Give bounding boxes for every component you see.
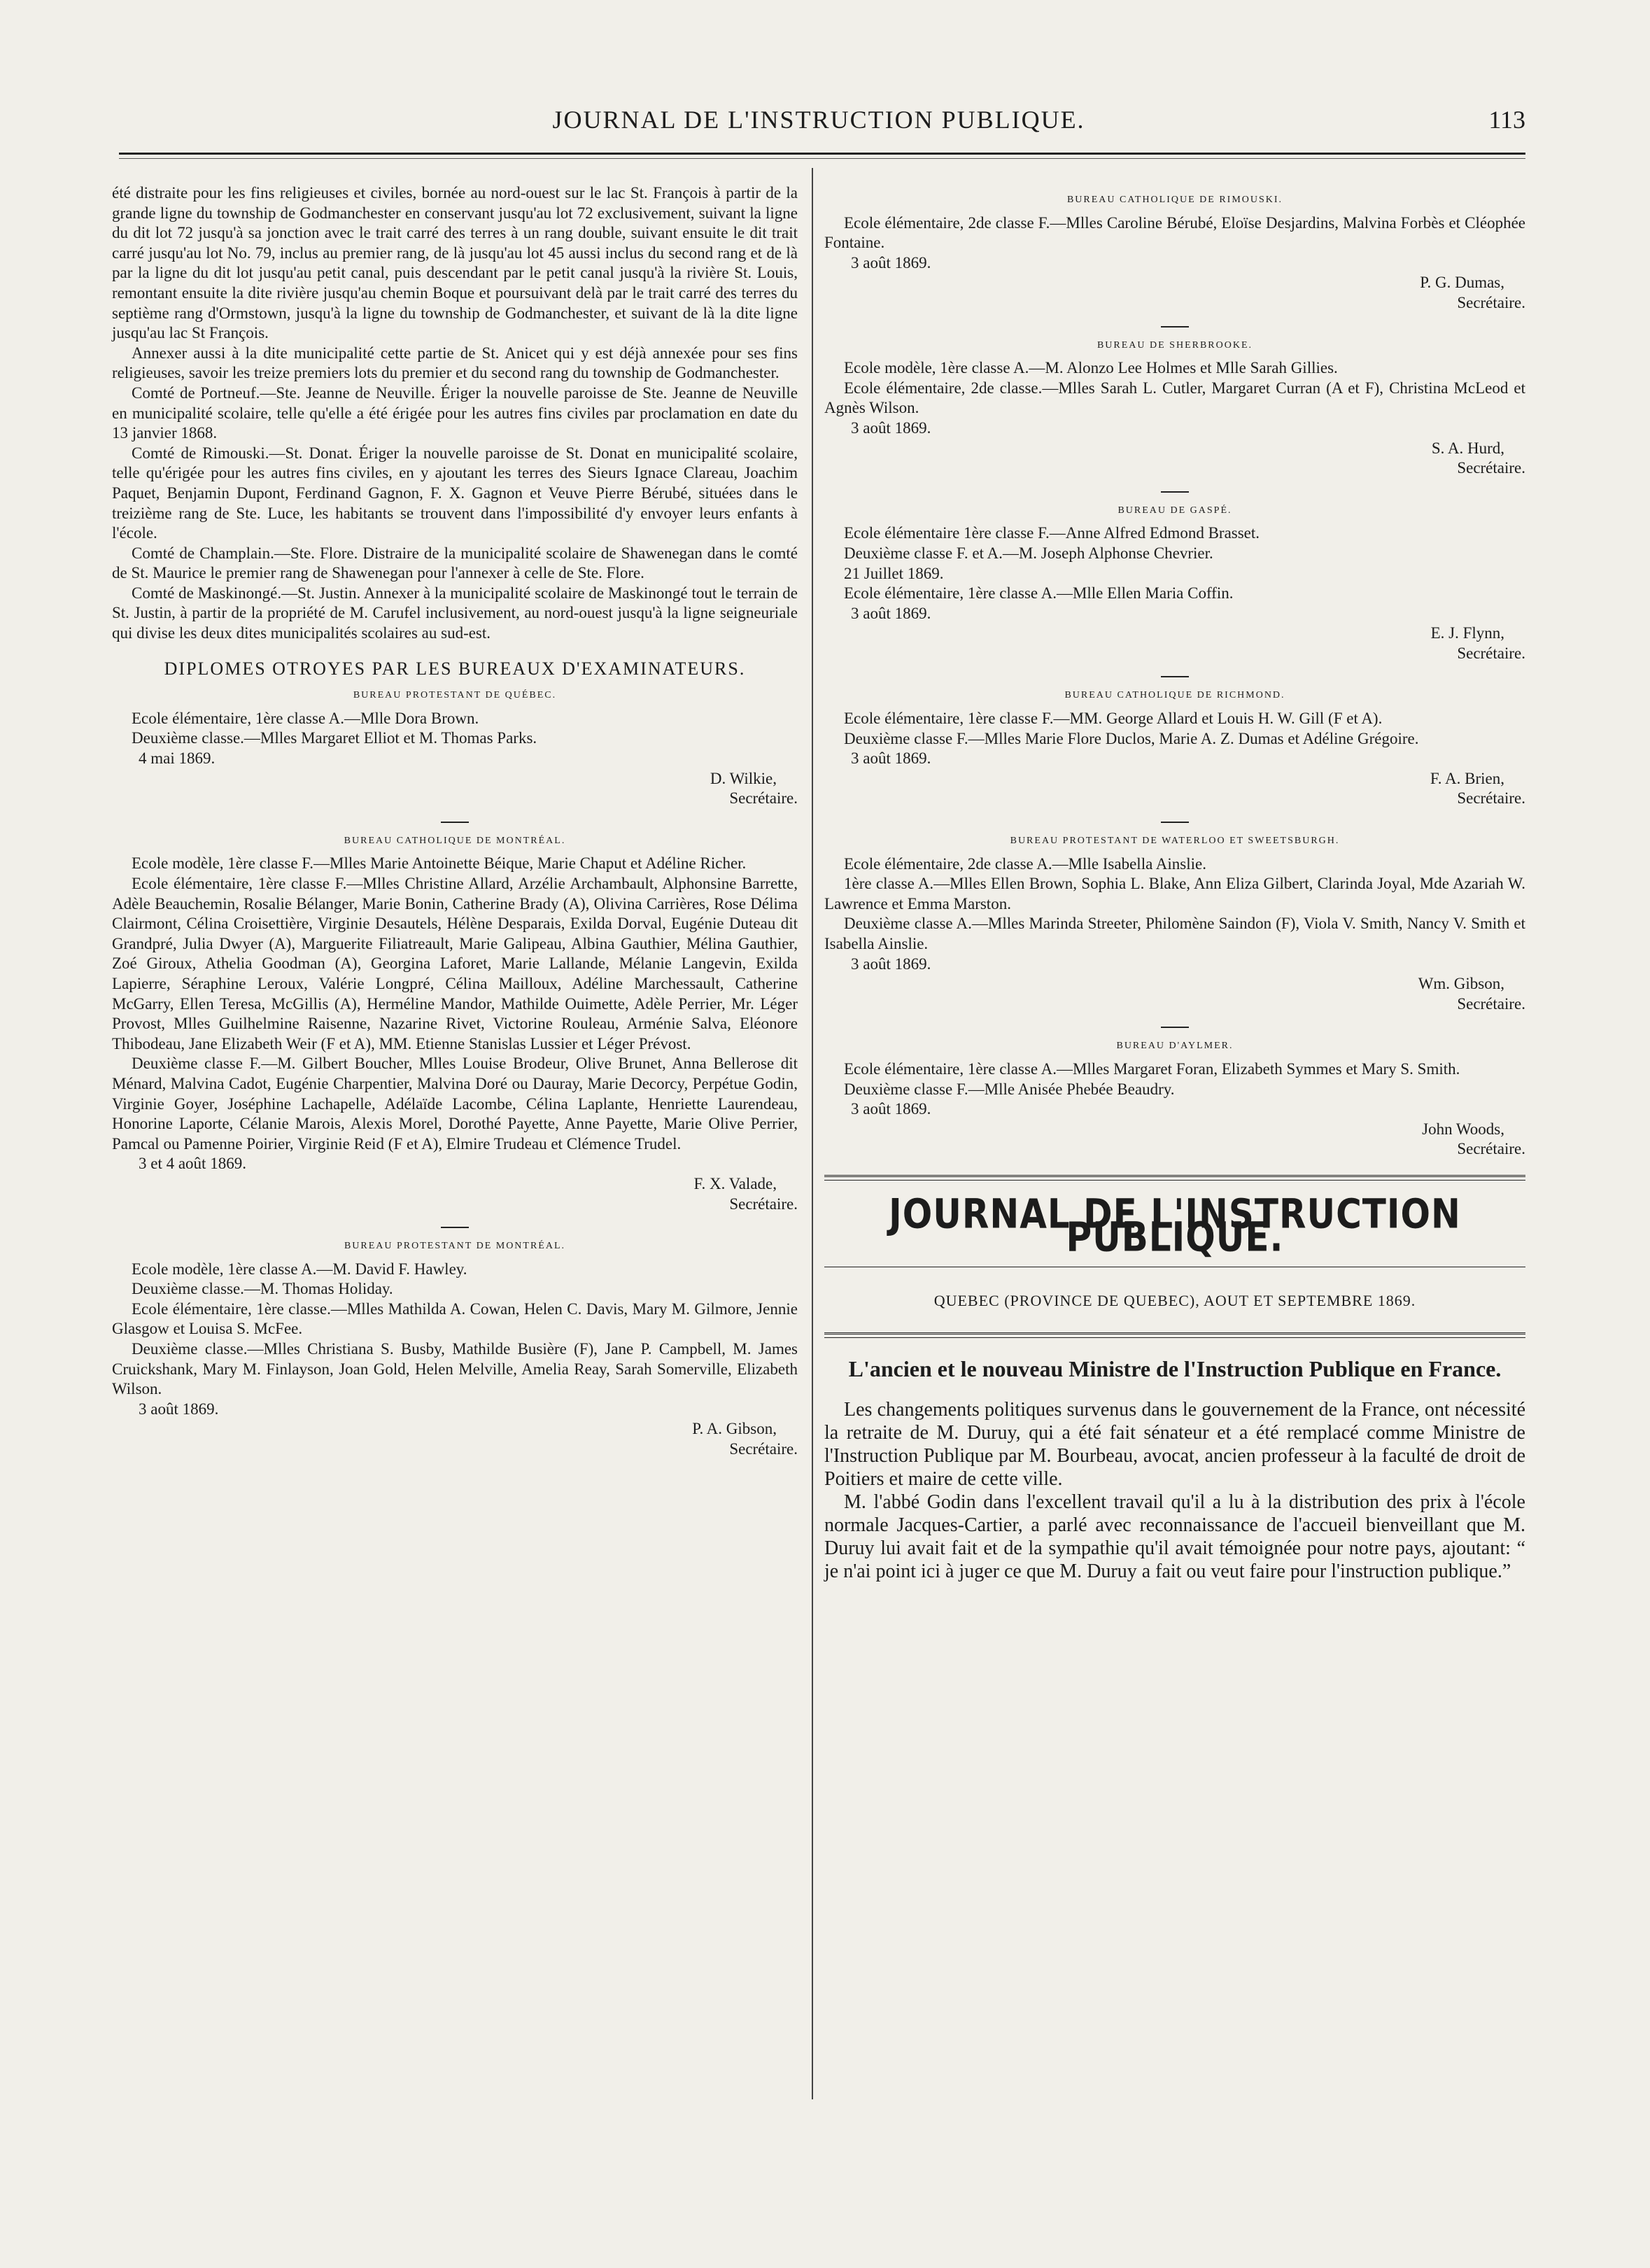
masthead-title: JOURNAL DE L'INSTRUCTION PUBLIQUE.: [889, 1190, 1461, 1260]
signer-name: F. A. Brien,: [1430, 769, 1504, 787]
entry-date: 3 août 1869.: [851, 749, 931, 768]
signer-title: Secrétaire.: [1457, 293, 1525, 311]
bureau-heading: BUREAU CATHOLIQUE DE RICHMOND.: [1064, 690, 1285, 701]
diploma-entry: Ecole modèle, 1ère classe F.—Mlles Marie Antoinette Béique, Marie Chaput et Adéline Richer.: [132, 854, 747, 873]
diploma-entry: Ecole élémentaire, 2de classe A.—Mlle Isabella Ainslie.: [844, 854, 1206, 873]
running-title: JOURNAL DE L'INSTRUCTION PUBLIQUE.: [552, 106, 1085, 134]
bureau-heading: BUREAU CATHOLIQUE DE RIMOUSKI.: [1066, 195, 1283, 205]
paragraph: Comté de Maskinongé.—St. Justin. Annexer à la municipalité scolaire de Maskinongé tout le terrain de St. Justin, à partir de la propriété de M. Carufel inclusivement, au nord-ouest jusqu'à la ligne seigneuriale qui divise les deux dites municipalités scolaires au sud-est.: [112, 584, 798, 642]
diploma-entry: Deuxième classe.—Mlles Margaret Elliot et M. Thomas Parks.: [132, 729, 537, 747]
page-number: 113: [1488, 106, 1525, 134]
paragraph: Comté de Portneuf.—Ste. Jeanne de Neuville. Ériger la nouvelle paroisse de Ste. Jeanne de Neuville en municipalité scolaire, telle qu'elle a été érigée pour les autres fins civiles par proclamation en date du 13 janvier 1868.: [112, 383, 798, 442]
diploma-entry: Ecole élémentaire, 1ère classe.—Mlles Mathilda A. Cowan, Helen C. Davis, Mary M. Gilmore, Jennie Glasgow et Louisa S. McFee.: [112, 1299, 798, 1338]
article-title: L'ancien et le nouveau Ministre de l'Instruction Publique en France.: [848, 1355, 1502, 1381]
entry-date: 3 août 1869.: [851, 1100, 931, 1118]
entry-date: 3 août 1869.: [851, 604, 931, 622]
signer-title: Secrétaire.: [729, 1440, 798, 1458]
bureau-heading: BUREAU DE SHERBROOKE.: [1097, 339, 1253, 351]
running-header: [112, 105, 1525, 140]
signer-name: S. A. Hurd,: [1431, 439, 1504, 457]
diploma-entry: Ecole modèle, 1ère classe A.—M. David F. Hawley.: [132, 1260, 467, 1278]
bureau-heading: BUREAU PROTESTANT DE QUÉBEC.: [353, 690, 557, 701]
paragraph: Comté de Rimouski.—St. Donat. Ériger la nouvelle paroisse de St. Donat en municipalité scolaire, telle qu'érigée pour les autres fins civiles, en y ajoutant les terres des Sieurs Ignace Clareau, Joachim Paquet, Benjamin Dupont, Ferdinand Gagnon, F. X. Gagnon et Veuve Pierre Bérubé, situées dans le treizième rang de Ste. Luce, les habitants se trouvent dans l'impossibilité d'y envoyer leurs enfants à l'école.: [112, 444, 798, 542]
diploma-entry: Ecole élémentaire, 2de classe F.—Mlles Caroline Bérubé, Eloïse Desjardins, Malvina Forbès et Cléophée Fontaine.: [824, 213, 1525, 252]
diploma-entry: Ecole élémentaire, 1ère classe F.—MM. George Allard et Louis H. W. Gill (F et A).: [844, 710, 1383, 728]
separator-dash: [1161, 1027, 1189, 1028]
diploma-entry: 21 Juillet 1869.: [844, 564, 944, 582]
diploma-entry: Deuxième classe F.—Mlles Marie Flore Duclos, Marie A. Z. Dumas et Adéline Grégoire.: [844, 729, 1419, 747]
bureau-heading: BUREAU PROTESTANT DE MONTRÉAL.: [344, 1241, 566, 1252]
diploma-entry: Ecole élémentaire, 1ère classe A.—Mlle Dora Brown.: [132, 709, 479, 727]
dateline: QUEBEC (PROVINCE DE QUEBEC), AOUT ET SEPTEMBRE 1869.: [933, 1292, 1416, 1310]
paragraph: Comté de Champlain.—Ste. Flore. Distraire de la municipalité scolaire de Shawenegan dans le comté de St. Maurice le premier rang de Shawenegan pour l'annexer à celle de Ste. Flore.: [112, 544, 798, 582]
diploma-entry: Deuxième classe.—M. Thomas Holiday.: [132, 1280, 393, 1298]
header-rule-thin: [119, 158, 1525, 159]
bureau-heading: BUREAU D'AYLMER.: [1116, 1041, 1234, 1052]
article-paragraph: M. l'abbé Godin dans l'excellent travail qu'il a lu à la distribution des prix à l'école normale Jacques-Cartier, a parlé avec reconnaissance de l'accueil bienveillant que M. Duruy lui avait fait et de la sympathie qu'il avait témoignée pour notre pays, ajoutant: “ je n'ai point ici à juger ce que M. Duruy a fait ou veut faire pour l'instruction publique.”: [824, 1491, 1525, 1582]
signer-name: D. Wilkie,: [710, 769, 777, 787]
separator-dash: [441, 1227, 469, 1228]
signer-name: E. J. Flynn,: [1430, 624, 1504, 642]
entry-date: 3 août 1869.: [851, 253, 931, 272]
entry-date: 3 août 1869.: [139, 1400, 219, 1418]
signer-title: Secrétaire.: [729, 789, 798, 808]
masthead-rule: [824, 1175, 1525, 1181]
separator-dash: [1161, 326, 1189, 327]
bureau-heading: BUREAU PROTESTANT DE WATERLOO ET SWEETSBURGH.: [1010, 836, 1340, 847]
bureau-heading: BUREAU CATHOLIQUE DE MONTRÉAL.: [344, 835, 566, 846]
signer-title: Secrétaire.: [1457, 644, 1525, 662]
section-heading: DIPLOMES OTROYES PAR LES BUREAUX D'EXAMINATEURS.: [164, 658, 746, 679]
column-separator: [812, 168, 813, 2099]
signer-title: Secrétaire.: [1457, 789, 1525, 808]
separator-dash: [1161, 491, 1189, 493]
separator-dash: [441, 822, 469, 823]
article-paragraph: Les changements politiques survenus dans le gouvernement de la France, ont nécessité la retraite de M. Duruy, qui a été fait sénateur et a été remplacé comme Ministre de l'Instruction Publique par M. Bourbeau, avocat, ancien professeur à la faculté de droit de Poitiers et maire de cette ville.: [824, 1398, 1525, 1490]
diploma-entry: Deuxième classe.—Mlles Christiana S. Busby, Mathilde Busière (F), Jane P. Campbell, M. James Cruickshank, Mary M. Finlayson, Joan Gold, Helen Melville, Amelia Reay, Sarah Somerville, Elizabeth Wilson.: [112, 1340, 798, 1398]
entry-date: 3 août 1869.: [851, 955, 931, 973]
signer-title: Secrétaire.: [729, 1195, 798, 1213]
signer-name: P. G. Dumas,: [1420, 274, 1504, 292]
signer-name: Wm. Gibson,: [1418, 975, 1504, 993]
signer-title: Secrétaire.: [1457, 459, 1525, 477]
diploma-entry: 1ère classe A.—Mlles Ellen Brown, Sophia L. Blake, Ann Eliza Gilbert, Clarinda Joyal, Mde Azariah W. Lawrence et Emma Marston.: [824, 875, 1525, 913]
entry-date: 4 mai 1869.: [139, 749, 216, 768]
diploma-entry: Ecole élémentaire, 1ère classe A.—Mlles Margaret Foran, Elizabeth Symmes et Mary S. Smith.: [844, 1059, 1460, 1078]
signer-name: P. A. Gibson,: [692, 1420, 777, 1438]
diploma-entry: Ecole élémentaire, 1ère classe F.—Mlles Christine Allard, Arzélie Archambault, Alphonsine Barrette, Adèle Beauchemin, Rosalie Bélanger, Marie Bonin, Catherine Brady (A), Olivina Carrières, Rose Délima Clairmont, Célina Croisettière, Virginie Desautels, Hélène Desparais, Exilda Dorval, Eugénie Duteau dit Grandpré, Julia Dwyer (A), Marguerite Filiatreault, Marie Galipeau, Albina Gauthier, Mélina Gauthier, Zoé Giroux, Athelia Goodman (A), Georgina Laforet, Marie Lallande, Mélanie Langevin, Exilda Lapierre, Séraphine Leroux, Valérie Longpré, Célina Mailloux, Adéline Marchessault, Catherine McGarry, Ellen Teresa, McGillis (A), Herméline Mandor, Mathilde Ouimette, Adèle Perrier, Mr. Léger Provost, Mlles Guilhelmine Raisenne, Nazarine Rivet, Victorine Rouleau, Arménie Salva, Eléonore Thibodeau, Jane Elizabeth Weir (F et A), MM. Etienne Stanislas Lussier et Léger Prévost.: [112, 875, 798, 1052]
paragraph: Annexer aussi à la dite municipalité cette partie de St. Anicet qui y est déjà annexée pour ses fins religieuses, savoir les treize premiers lots du premier et du second rang du township de Godmanchester.: [112, 344, 798, 382]
diploma-entry: Deuxième classe F.—M. Gilbert Boucher, Mlles Louise Brodeur, Olive Brunet, Anna Bellerose dit Ménard, Malvina Cadot, Eugénie Charpentier, Malvina Doré ou Dauray, Marie Decorcy, Perpétue Godin, Virginie Goyer, Joséphine Lachapelle, Adélaïde Lacombe, Célina Laplante, Henriette Laurendeau, Honorine Laporte, Célanie Marois, Alexis Morel, Dorothé Payette, Anne Payette, Marie Olive Perrier, Pamcal ou Pamenne Poirier, Virginie Reid (F et A), Elmire Trudeau et Clémence Trudel.: [112, 1055, 798, 1153]
diploma-entry: Deuxième classe A.—Mlles Marinda Streeter, Philomène Saindon (F), Viola V. Smith, Nancy V. Smith et Isabella Ainslie.: [824, 915, 1525, 952]
separator-dash: [1161, 676, 1189, 677]
signer-title: Secrétaire.: [1457, 1140, 1525, 1158]
diploma-entry: Ecole élémentaire, 2de classe.—Mlles Sarah L. Cutler, Margaret Curran (A et F), Christina McLeod et Agnès Wilson.: [824, 379, 1525, 417]
signer-name: F. X. Valade,: [693, 1174, 777, 1192]
separator-dash: [1161, 822, 1189, 823]
paragraph: été distraite pour les fins religieuses et civiles, bornée au nord-ouest sur le lac St. François à partir de la grande ligne du township de Godmanchester en conservant jusqu'au lot 72 exclusivement, suivant la ligne du dit lot 72 jusqu'à sa jonction avec le trait carré des terres à un rang double, suivant ensuite le dit trait carré jusqu'au lot No. 79, inclus au premier rang, de là jusqu'au lot 45 aussi inclus du second rang et de là par la ligne du dit lot jusqu'au petit canal, puis descendant par le petit canal jusqu'à la rivière St. Louis, remontant ensuite la dite rivière jusqu'au chemin Boque et poursuivant delà par le trait carré des terres du septième rang d'Ormstown, jusqu'à la ligne du township de Godmanchester, et suivant de là la dite ligne jusqu'au lac St François.: [112, 184, 798, 342]
dateline-rule: [824, 1332, 1525, 1338]
diploma-entry: Deuxième classe F. et A.—M. Joseph Alphonse Chevrier.: [844, 544, 1213, 562]
diploma-entry: Deuxième classe F.—Mlle Anisée Phebée Beaudry.: [844, 1080, 1175, 1098]
header-rule: [119, 153, 1525, 155]
bureau-heading: BUREAU DE GASPÉ.: [1117, 505, 1232, 516]
right-column: [824, 183, 1525, 1583]
entry-date: 3 et 4 août 1869.: [139, 1155, 246, 1173]
signer-title: Secrétaire.: [1457, 994, 1525, 1013]
signer-name: John Woods,: [1422, 1120, 1504, 1138]
diploma-entry: Ecole élémentaire 1ère classe F.—Anne Alfred Edmond Brasset.: [844, 524, 1260, 542]
entry-date: 3 août 1869.: [851, 418, 931, 437]
diploma-entry: Ecole modèle, 1ère classe A.—M. Alonzo Lee Holmes et Mlle Sarah Gillies.: [844, 359, 1338, 377]
left-column: [112, 183, 798, 1460]
diploma-entry: Ecole élémentaire, 1ère classe A.—Mlle Ellen Maria Coffin.: [844, 584, 1234, 603]
